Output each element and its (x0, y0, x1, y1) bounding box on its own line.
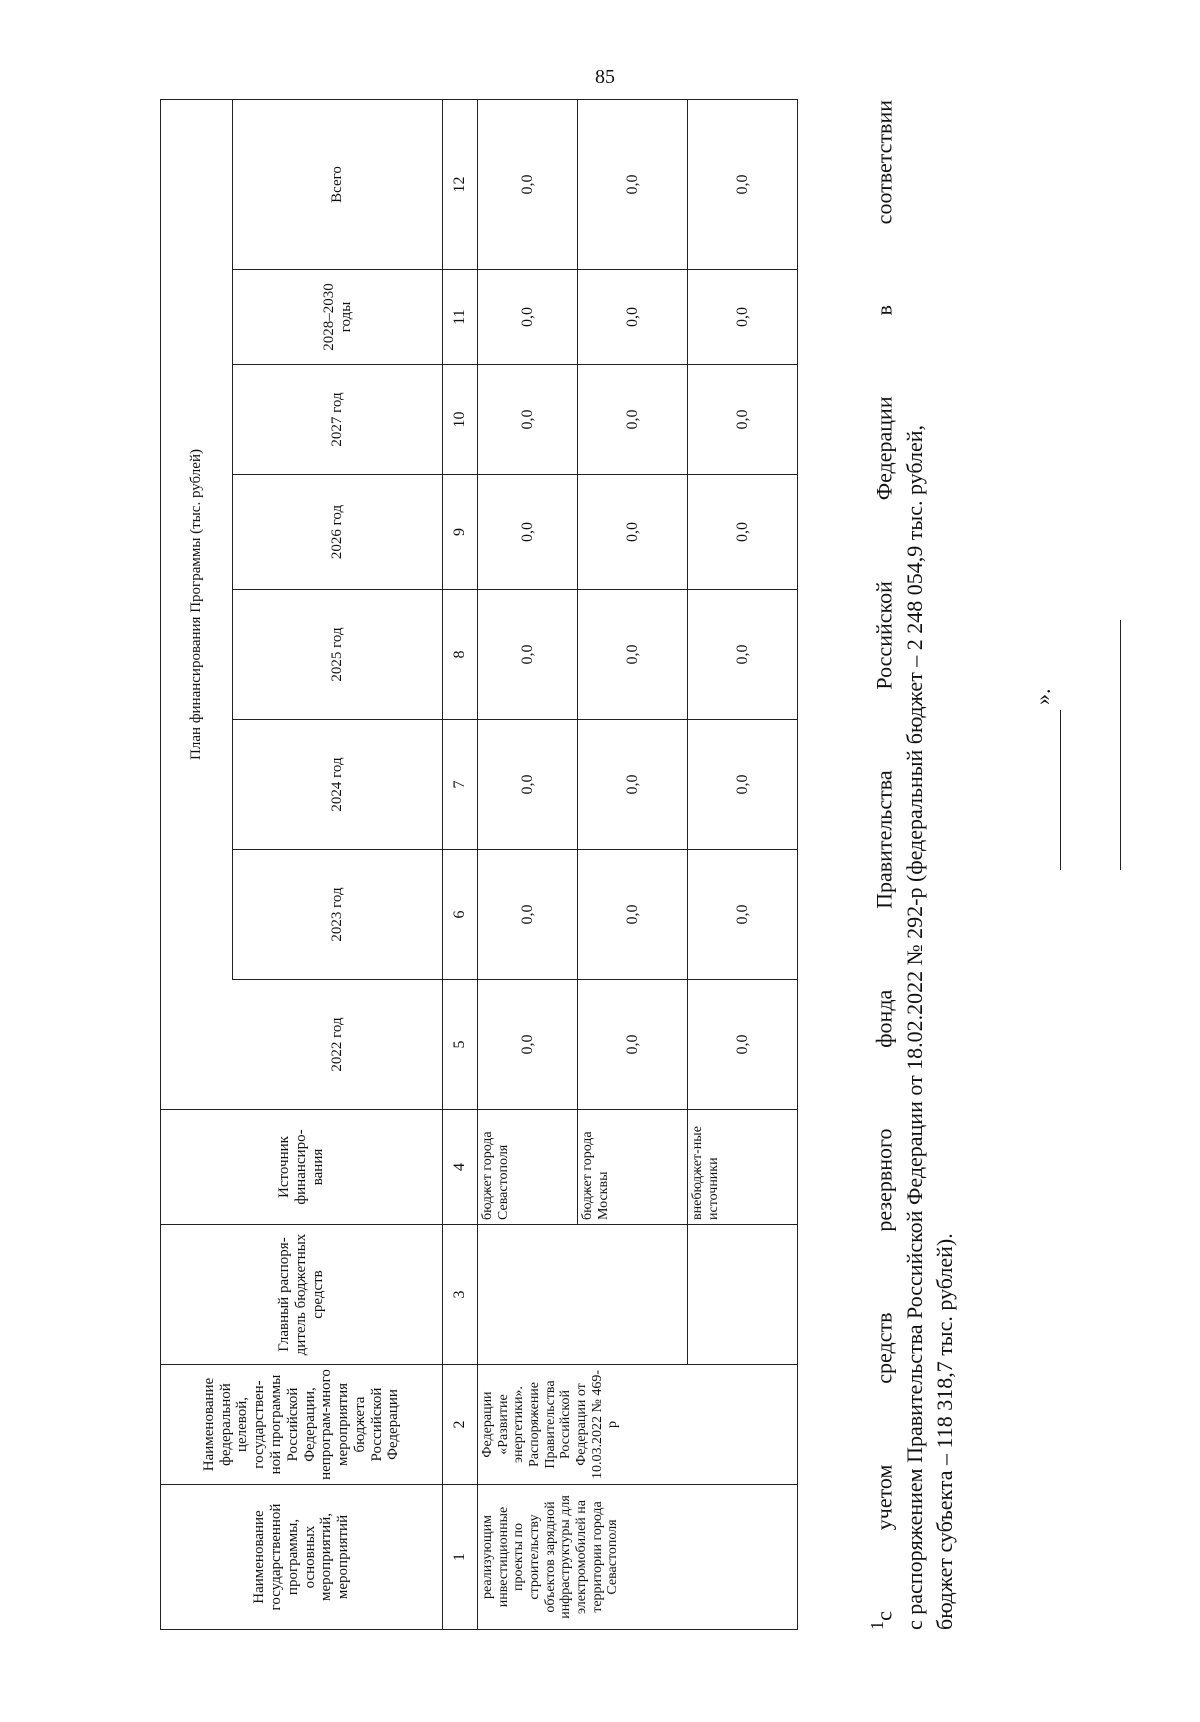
value-cell: 0,0 (688, 475, 798, 590)
header-funding-source: Источник финансиро-вания (161, 1110, 443, 1225)
col-number-12: 12 (443, 99, 478, 269)
col-number-6: 6 (443, 850, 478, 980)
value-cell: 0,0 (688, 980, 798, 1110)
col-number-9: 9 (443, 475, 478, 590)
value-cell: 0,0 (578, 850, 688, 980)
value-cell: 0,0 (578, 270, 688, 365)
value-cell: 0,0 (478, 590, 578, 720)
funding-source-extrabudgetary: внебюджет-ные источники (688, 1110, 798, 1225)
value-cell: 0,0 (478, 99, 578, 269)
value-cell: 0,0 (688, 720, 798, 850)
value-cell: 0,0 (478, 850, 578, 980)
value-cell: 0,0 (578, 475, 688, 590)
footnote-line-3: бюджет субъекта – 118 318,7 тыс. рублей). (932, 1233, 958, 1630)
value-cell: 0,0 (578, 590, 688, 720)
page-number: 85 (595, 66, 615, 88)
value-cell: 0,0 (478, 365, 578, 475)
header-federal-program: Наименование федеральной целевой, государствен-ной программы Российской Федерации, непрограм-много мероприятия бюджета Российской Федерации (161, 1365, 443, 1485)
col-number-5: 5 (443, 980, 478, 1110)
header-years-2028-2030: 2028–2030 годы (233, 270, 443, 365)
value-cell: 0,0 (688, 590, 798, 720)
value-cell: 0,0 (578, 980, 688, 1110)
header-year-2023: 2023 год (233, 850, 443, 980)
value-cell: 0,0 (478, 475, 578, 590)
col-number-4: 4 (443, 1110, 478, 1225)
rotated-page-content (160, 100, 1060, 1630)
body-federal-program: Федерации «Развитие энергетики». Распоряжение Правительства Российской Федерации от 10.03.2022 № 469-р (478, 1365, 798, 1485)
body-budget-manager (478, 1225, 688, 1365)
footnote (865, 100, 960, 1630)
header-budget-manager: Главный распоря-дитель бюджетных средств (161, 1225, 443, 1365)
header-program-name: Наименование государственной программы, основных мероприятий, мероприятий (161, 1485, 443, 1630)
header-plan-title: План финансирования Программы (тыс. рублей) (161, 99, 233, 1109)
value-cell: 0,0 (478, 980, 578, 1110)
header-year-2024: 2024 год (233, 720, 443, 850)
footnote-marker: 1 (867, 1620, 887, 1630)
value-cell: 0,0 (478, 270, 578, 365)
value-cell: 0,0 (578, 365, 688, 475)
value-cell: 0,0 (578, 99, 688, 269)
col-number-7: 7 (443, 720, 478, 850)
col-number-3: 3 (443, 1225, 478, 1365)
closing-quote: ». (1030, 688, 1055, 705)
header-year-2025: 2025 год (233, 590, 443, 720)
col-number-2: 2 (443, 1365, 478, 1485)
value-cell: 0,0 (688, 270, 798, 365)
header-year-2027: 2027 год (233, 365, 443, 475)
col-number-8: 8 (443, 590, 478, 720)
footnote-line-1: $^1$с учетом средств резервного фонда Правительства Российской Федерации в соответствии (867, 100, 897, 1630)
body-budget-manager-empty (688, 1225, 798, 1365)
value-cell: 0,0 (688, 850, 798, 980)
value-cell: 0,0 (478, 720, 578, 850)
signature-rule-top (1060, 710, 1061, 870)
funding-source-moscow: бюджет города Москвы (578, 1110, 688, 1225)
signature-rule-bottom (1120, 620, 1121, 870)
value-cell: 0,0 (578, 720, 688, 850)
header-year-2022: 2022 год (233, 980, 443, 1110)
value-cell: 0,0 (688, 99, 798, 269)
header-total: Всего (233, 99, 443, 269)
value-cell: 0,0 (688, 365, 798, 475)
footnote-line-2: с распоряжением Правительства Российской Федерации от 18.02.2022 № 292-р (федеральный бюджет – 2 248 054,9 тыс. рублей, (901, 424, 927, 1630)
body-program-name: реализующим инвестиционные проекты по строительству объектов зарядной инфраструктуры для электромобилей на территории города Севастополя (478, 1485, 798, 1630)
header-year-2026: 2026 год (233, 475, 443, 590)
col-number-10: 10 (443, 365, 478, 475)
financing-table (160, 99, 798, 1630)
funding-source-sevastopol: бюджет города Севастополя (478, 1110, 578, 1225)
col-number-11: 11 (443, 270, 478, 365)
col-number-1: 1 (443, 1485, 478, 1630)
